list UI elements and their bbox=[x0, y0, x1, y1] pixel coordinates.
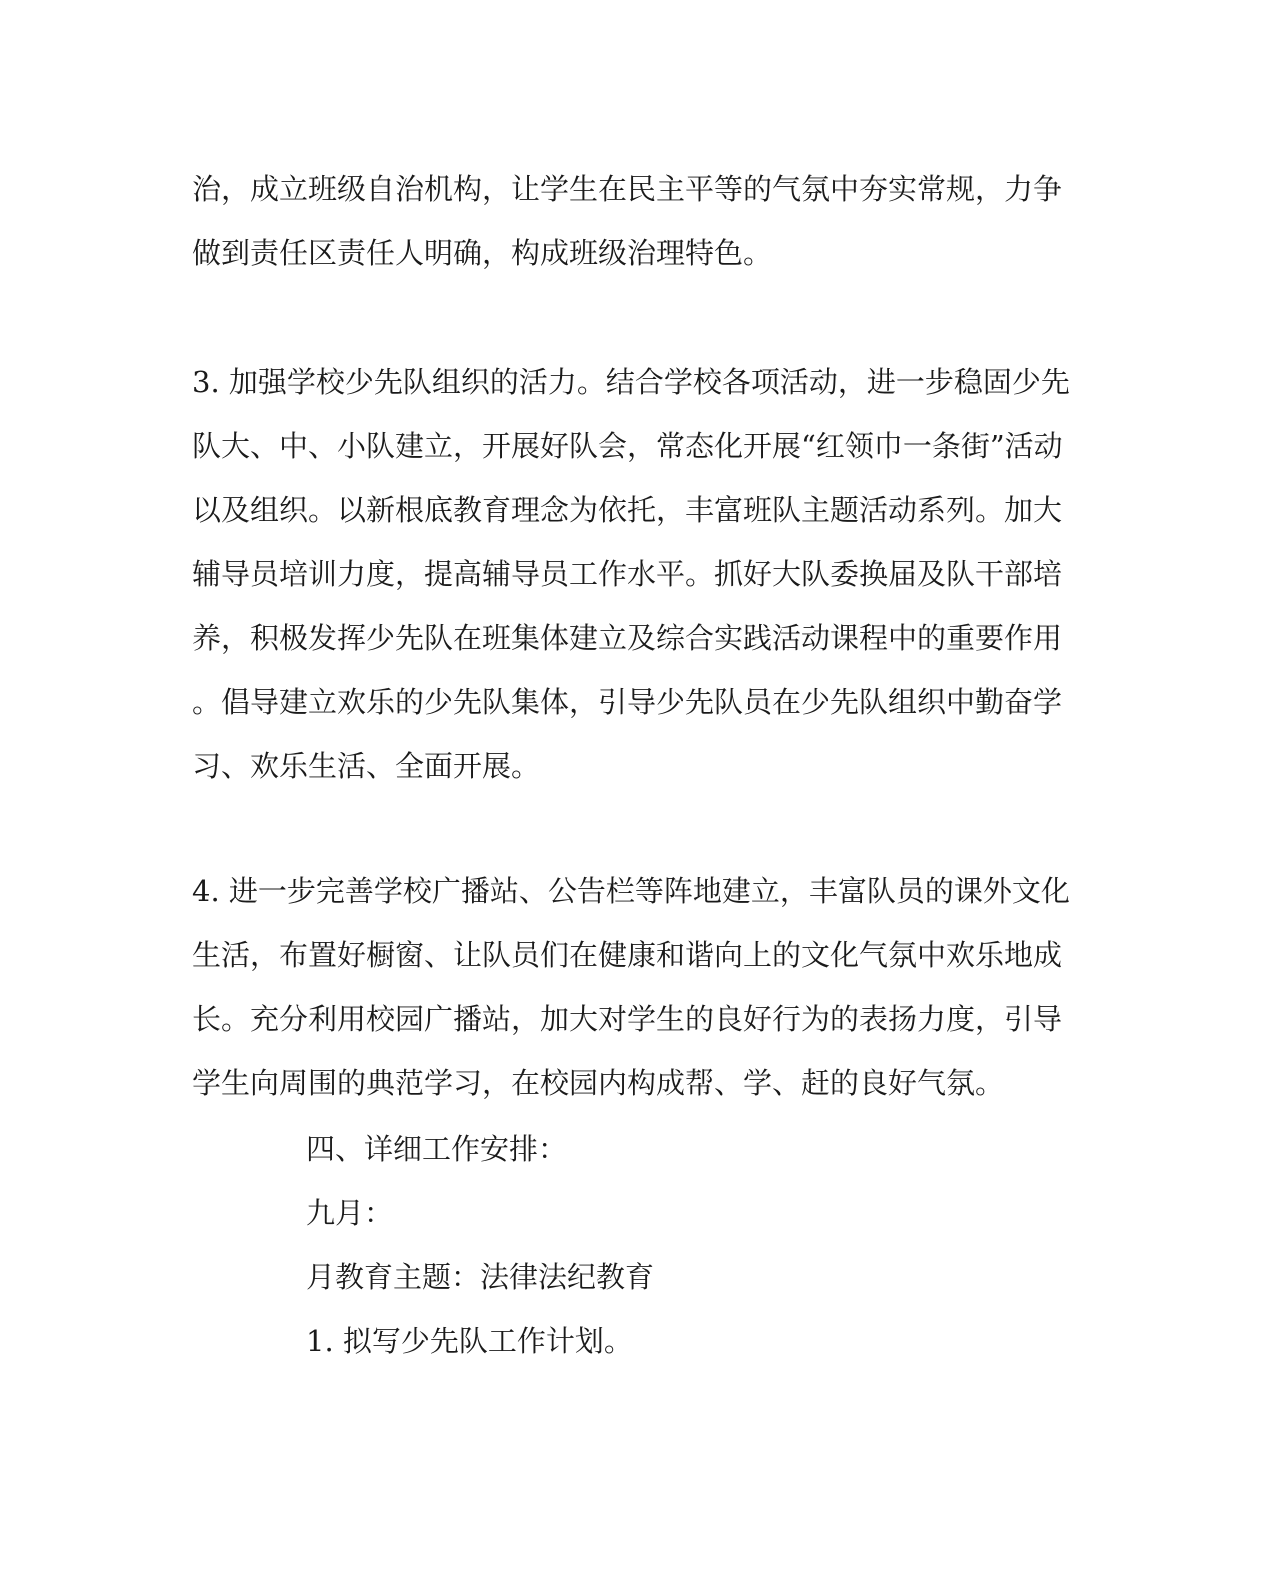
month-label: 九月： bbox=[306, 1196, 394, 1230]
paragraph-4-line-1: 4. 进一步完善学校广播站、公告栏等阵地建立，丰富队员的课外文化 bbox=[192, 874, 1070, 908]
month-theme: 月教育主题：法律法纪教育 bbox=[306, 1260, 655, 1294]
section-heading: 四、详细工作安排： bbox=[306, 1132, 568, 1166]
paragraph-4-line-3: 长。充分利用校园广播站，加大对学生的良好行为的表扬力度，引导 bbox=[192, 1002, 1063, 1036]
paragraph-1-line-1: 治，成立班级自治机构，让学生在民主平等的气氛中夯实常规，力争 bbox=[192, 172, 1063, 206]
paragraph-3-line-1: 3. 加强学校少先队组织的活力。结合学校各项活动，进一步稳固少先 bbox=[192, 365, 1070, 399]
paragraph-3-line-5: 养，积极发挥少先队在班集体建立及综合实践活动课程中的重要作用 bbox=[192, 621, 1063, 655]
paragraph-4-line-2: 生活，布置好橱窗、让队员们在健康和谐向上的文化气氛中欢乐地成 bbox=[192, 938, 1063, 972]
paragraph-3-line-4: 辅导员培训力度，提高辅导员工作水平。抓好大队委换届及队干部培 bbox=[192, 557, 1063, 591]
paragraph-3-line-2: 队大、中、小队建立，开展好队会，常态化开展“红领巾一条街”活动 bbox=[192, 429, 1063, 463]
paragraph-4-line-4: 学生向周围的典范学习，在校园内构成帮、学、赶的良好气氛。 bbox=[192, 1066, 1005, 1100]
paragraph-1-line-2: 做到责任区责任人明确，构成班级治理特色。 bbox=[192, 236, 773, 270]
paragraph-3-line-3: 以及组织。以新根底教育理念为依托，丰富班队主题活动系列。加大 bbox=[192, 493, 1063, 527]
paragraph-3-line-6: 。倡导建立欢乐的少先队集体，引导少先队员在少先队组织中勤奋学 bbox=[192, 685, 1063, 719]
task-item-1: 1. 拟写少先队工作计划。 bbox=[306, 1324, 633, 1358]
paragraph-3-line-7: 习、欢乐生活、全面开展。 bbox=[192, 749, 541, 783]
